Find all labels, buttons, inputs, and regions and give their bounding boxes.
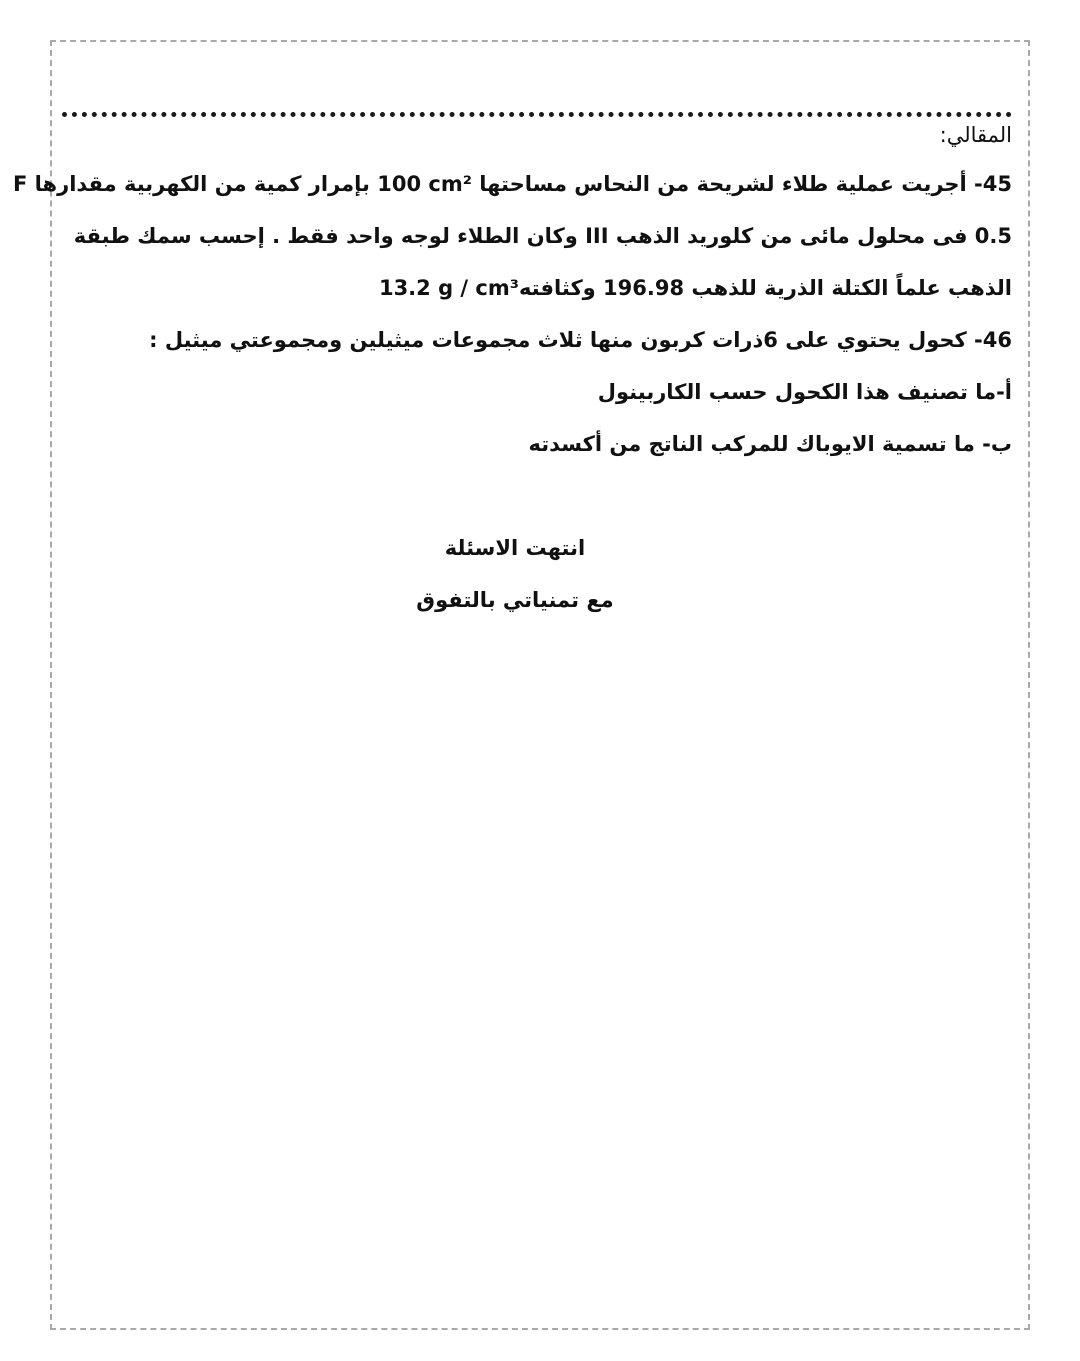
question-45-atomic-mass: 196.98 [603, 276, 685, 300]
question-45-line-2 [70, 210, 1012, 262]
question-45-unit: F [13, 172, 28, 196]
question-45-text-a: أجريت عملية طلاء لشريحة من النحاس مساحتها [479, 172, 967, 196]
question-45-line-3 [70, 262, 1012, 314]
question-45-area: 100 cm² [377, 172, 472, 196]
closing-section [300, 522, 730, 626]
questions-section [13, 118, 1012, 470]
section-label: المقالي: [939, 123, 1012, 147]
dotted-separator [62, 112, 1012, 117]
question-45-number: 45- [974, 172, 1012, 196]
question-46-part-b: ب- ما تسمية الايوباك للمركب الناتج من أكسدته [528, 432, 1012, 456]
best-wishes: مع تمنياتي بالتفوق [416, 588, 614, 612]
question-45-text-b: بإمرار كمية من الكهربية مقدارها [34, 172, 370, 196]
question-45-charge-value: 0.5 [974, 224, 1012, 248]
question-46-stem: كحول يحتوي على 6ذرات كربون منها ثلاث مجموعات ميثيلين ومجموعتي ميثيل : [149, 328, 967, 352]
question-46-stem-line [70, 314, 1012, 366]
end-of-questions: انتهت الاسئلة [444, 536, 586, 560]
question-45-line-3-text-b: وكثافته [518, 276, 596, 300]
question-46-number: 46- [974, 328, 1012, 352]
question-45-line-2-text: فى محلول مائى من كلوريد الذهب III وكان الطلاء لوجه واحد فقط . إحسب سمك طبقة [73, 224, 968, 248]
question-46-part-a: أ-ما تصنيف هذا الكحول حسب الكاربينول [597, 380, 1012, 404]
question-45-line-3-text-a: الذهب علماً الكتلة الذرية للذهب [691, 276, 1012, 300]
question-45-line-1 [13, 158, 1012, 210]
question-45-density: 13.2 g / cm³ [378, 276, 519, 300]
